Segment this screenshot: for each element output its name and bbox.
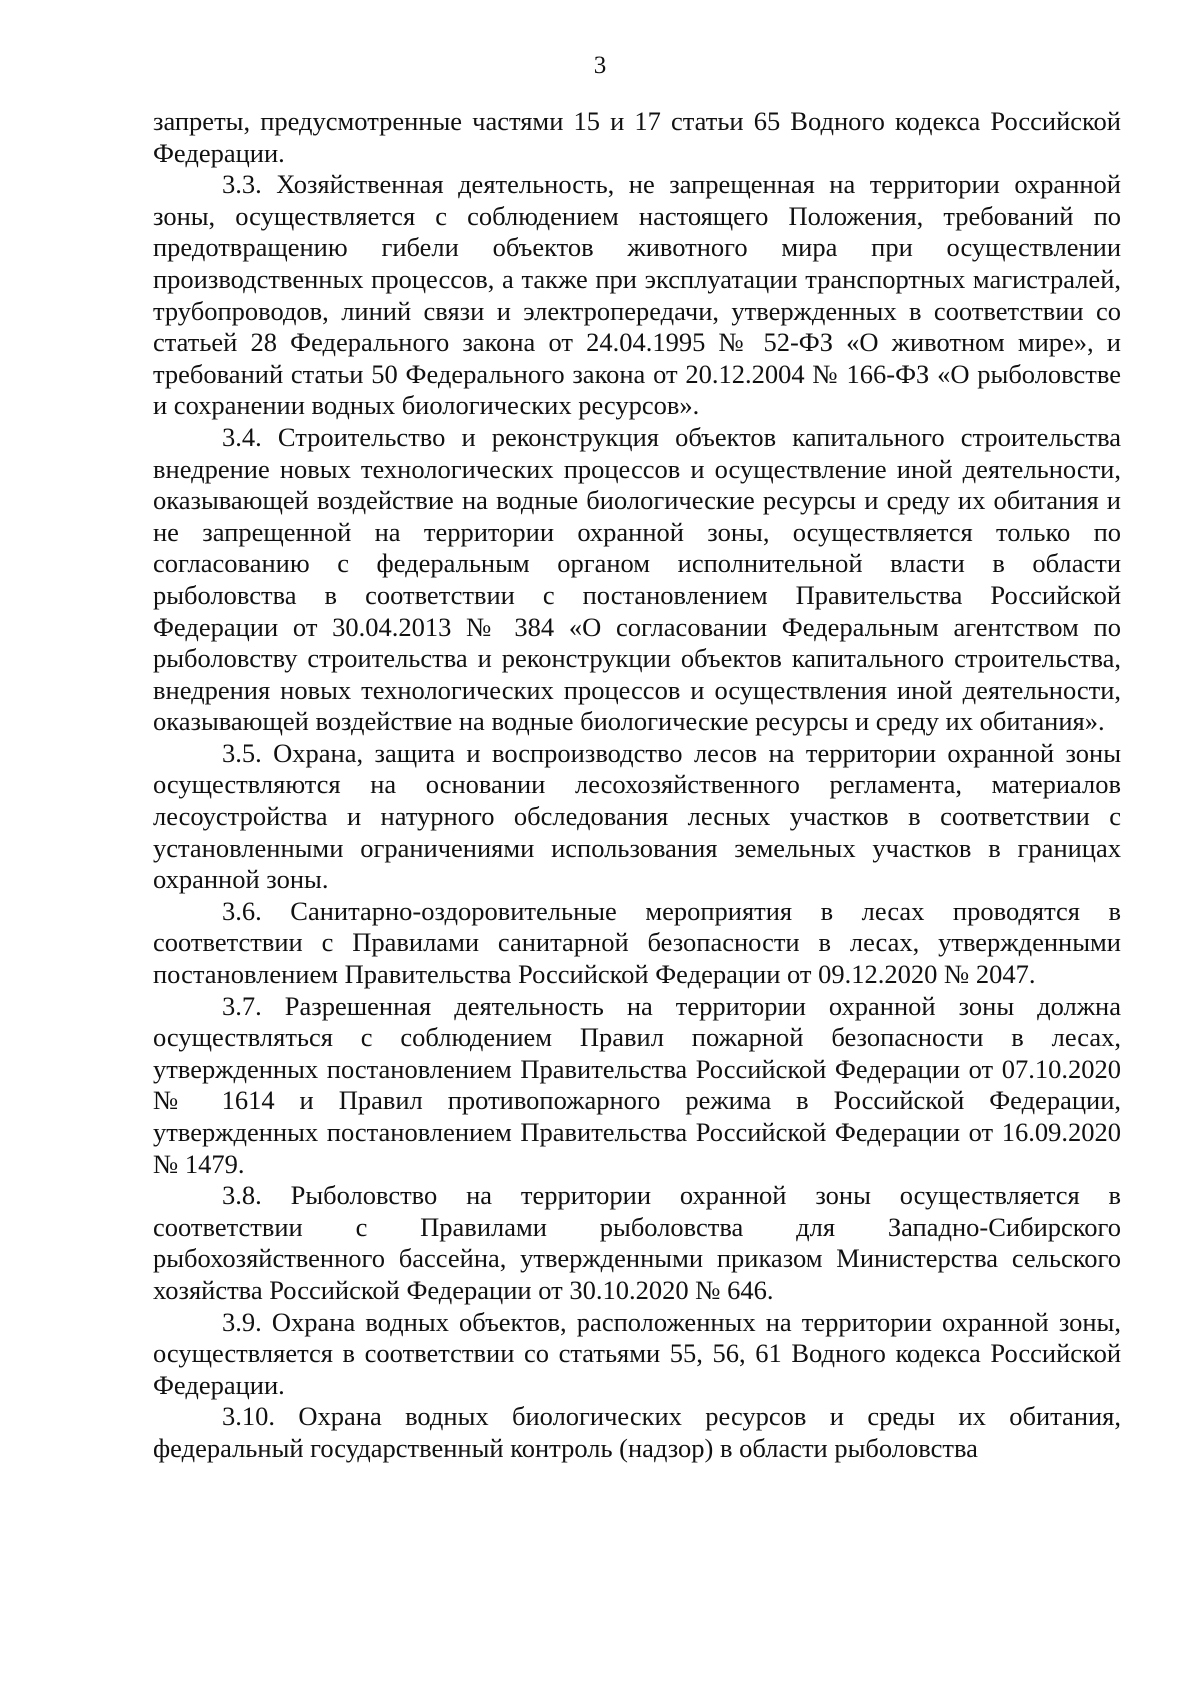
paragraph-3-10: 3.10. Охрана водных биологических ресурсов и среды их обитания, федеральный государственный контроль (надзор) в области рыболовства	[153, 1401, 1121, 1463]
paragraph-3-3: 3.3. Хозяйственная деятельность, не запрещенная на территории охранной зоны, осуществляется с соблюдением настоящего Положения, требований по предотвращению гибели объектов животного мира при осуществлении производственных процессов, а также при эксплуатации транспортных магистралей, трубопроводов, линий связи и электропередачи, утвержденных в соответствии со статьей 28 Федерального закона от 24.04.1995 № 52-ФЗ «О животном мире», и требований статьи 50 Федерального закона от 20.12.2004 № 166-ФЗ «О рыболовстве и сохранении водных биологических ресурсов».	[153, 169, 1121, 421]
document-body	[153, 106, 1121, 1465]
paragraph-3-8: 3.8. Рыболовство на территории охранной зоны осуществляется в соответствии с Правилами рыболовства для Западно-Сибирского рыбохозяйственного бассейна, утвержденными приказом Министерства сельского хозяйства Российской Федерации от 30.10.2020 № 646.	[153, 1180, 1121, 1305]
page-number: 3	[593, 52, 607, 79]
paragraph-3-9: 3.9. Охрана водных объектов, расположенных на территории охранной зоны, осуществляется в соответствии со статьями 55, 56, 61 Водного кодекса Российской Федерации.	[153, 1306, 1121, 1400]
paragraph-3-6: 3.6. Санитарно-оздоровительные мероприятия в лесах проводятся в соответствии с Правилами санитарной безопасности в лесах, утвержденными постановлением Правительства Российской Федерации от 09.12.2020 № 2047.	[153, 895, 1121, 990]
paragraph-3-5: 3.5. Охрана, защита и воспроизводство лесов на территории охранной зоны осуществляются на основании лесохозяйственного регламента, материалов лесоустройства и натурного обследования лесных участков в соответствии с установленными ограничениями использования земельных участков в границах охранной зоны.	[153, 737, 1121, 895]
paragraph-continuation: запреты, предусмотренные частями 15 и 17 статьи 65 Водного кодекса Российской Федерации.	[153, 106, 1121, 168]
paragraph-3-7: 3.7. Разрешенная деятельность на территории охранной зоны должна осуществляться с соблюдением Правил пожарной безопасности в лесах, утвержденных постановлением Правительства Российской Федерации от 07.10.2020 № 1614 и Правил противопожарного режима в Российской Федерации, утвержденных постановлением Правительства Российской Федерации от 16.09.2020 № 1479.	[153, 990, 1121, 1179]
paragraph-3-4: 3.4. Строительство и реконструкция объектов капитального строительства внедрение новых технологических процессов и осуществление иной деятельности, оказывающей воздействие на водные биологические ресурсы и среду их обитания и не запрещенной на территории охранной зоны, осуществляется только по согласованию с федеральным органом исполнительной власти в области рыболовства в соответствии с постановлением Правительства Российской Федерации от 30.04.2013 № 384 «О согласовании Федеральным агентством по рыболовству строительства и реконструкции объектов капитального строительства, внедрения новых технологических процессов и осуществления иной деятельности, оказывающей воздействие на водные биологические ресурсы и среду их обитания».	[153, 421, 1121, 737]
